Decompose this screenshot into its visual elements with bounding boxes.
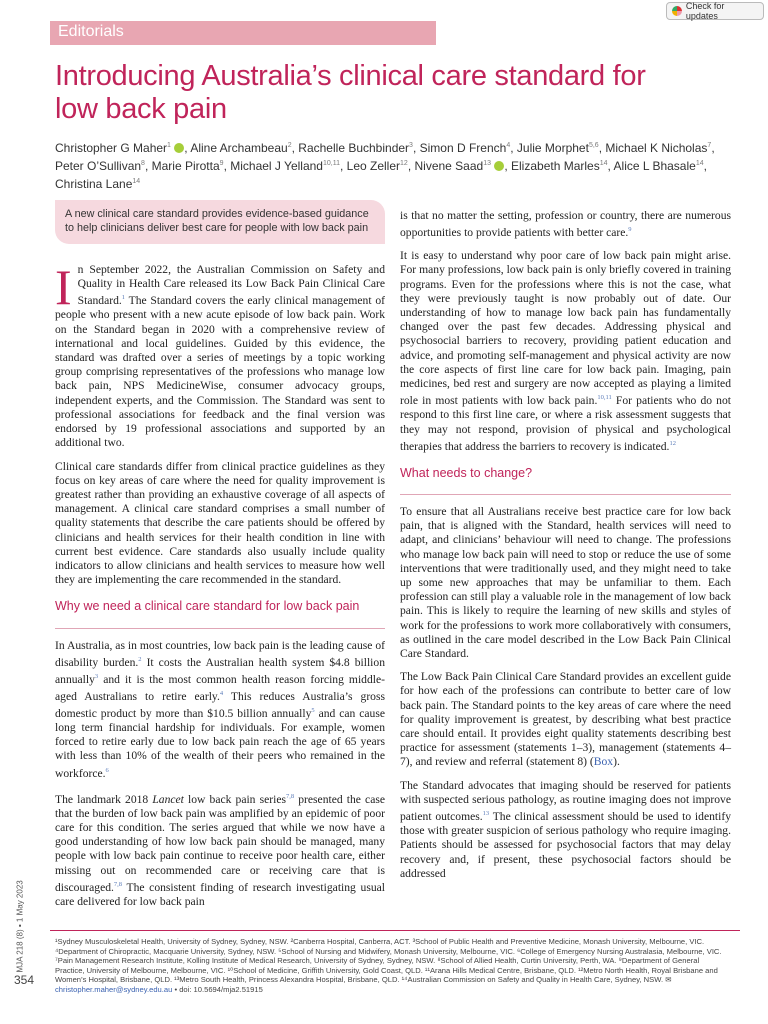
orcid-icon[interactable] bbox=[174, 143, 184, 153]
citation[interactable]: 12 bbox=[669, 439, 676, 447]
section-label: Editorials bbox=[58, 23, 124, 40]
check-updates-button[interactable] bbox=[666, 2, 764, 20]
page-number: 354 bbox=[14, 973, 35, 987]
heading-rule bbox=[55, 628, 385, 629]
author-name: Christina Lane bbox=[55, 177, 133, 191]
author-name: Elizabeth Marles bbox=[511, 159, 600, 173]
author-name: Peter O’Sullivan bbox=[55, 159, 142, 173]
citation[interactable]: 2 bbox=[138, 655, 142, 663]
left-column bbox=[55, 259, 385, 918]
affiliation-marker: 4 bbox=[506, 142, 511, 149]
affiliation-marker: 3 bbox=[409, 142, 413, 149]
affiliation-marker: 1 bbox=[167, 142, 171, 149]
paragraph: The landmark 2018 Lancet low back pain series$^{7,8}$ presented the case that the burden of low back pain was amplified by an epidemic of poor care for this condition. The series argued that while we now have a good understanding of how low back pain should be managed, many people with low back pain continue to receive poor health care, either missing out on recommended care or receiving care that is discouraged.$^{7,8}$ The consistent finding of research investigating usual care delivered for low back pain bbox=[55, 792, 385, 908]
crossmark-icon bbox=[672, 6, 682, 16]
corresponding-email[interactable]: christopher.maher@sydney.edu.au bbox=[55, 984, 173, 994]
citation[interactable]: 6 bbox=[105, 766, 109, 774]
affiliation-marker: 12 bbox=[400, 160, 408, 167]
affiliation-marker: 14 bbox=[599, 160, 608, 167]
author-name: Aline Archambeau bbox=[190, 141, 288, 155]
affiliation-marker: 7 bbox=[707, 142, 712, 149]
right-column bbox=[400, 209, 731, 890]
citation[interactable]: 7,8 bbox=[113, 880, 123, 888]
citation[interactable]: 1 bbox=[121, 294, 126, 302]
author-name: Leo Zeller bbox=[346, 159, 401, 173]
affiliation-marker: 13 bbox=[483, 160, 491, 167]
box-link[interactable]: Box bbox=[593, 755, 614, 769]
affiliations-footnote: ¹Sydney Musculoskeletal Health, University of Sydney, Sydney, NSW. ²Canberra Hospital, Canberra, ACT. ³School of Public Health and Preventive Medicine, Monash University, Melbourne, VIC. ⁴Department of Chiropractic, Macquarie University, Sydney, NSW. ⁵School of Nursing and Midwifery, Monash University, Melbourne, VIC. ⁶College of Emergency Nursing Australasia, Melbourne, VIC. ⁷Pain Management Research Institute, Kolling Institute of Medical Research, University of Sydney, Sydney, NSW. ⁸School of Allied Health, Curtin University, Perth, WA. ⁹Department of General Practice, University of Melbourne, Melbourne, VIC. ¹⁰School of Medicine, Griffith University, Gold Coast, QLD. ¹¹Arana Hills Medical Centre, Brisbane, QLD. ¹²Metro North Health, Royal Brisbane and Women’s Hospital, Brisbane, QLD. ¹³Metro South Health, Princess Alexandra Hospital, Brisbane, QLD. ¹⁴Australian Commission on Safety and Quality in Health Care, Sydney, NSW. ✉ christopher.maher@sydney.edu.au • doi: 10.5694/mja2.51915 bbox=[55, 937, 722, 994]
check-updates-label: Check for updates bbox=[685, 1, 725, 21]
author-list: Christopher G Maher$^1$ , Aline Archambeau$^2$, Rachelle Buchbinder$^3$, Simon D French$^4$, Julie Morphet$^{5,6}$, Michael K Nicholas$^7$, Peter O’Sullivan$^8$, Marie Pirotta$^9$, Michael J Yelland$^{10,11}$, Leo Zeller$^{12}$, Nivene Saad$^{13}$ , Elizabeth Marles$^{14}$, Alice L Bhasale$^{14}$, Christina Lane$^{14}$ bbox=[55, 141, 715, 191]
summary-box: A new clinical care standard provides evidence-based guidance to help clinicians deliver best care for people with low back pain bbox=[55, 200, 385, 244]
email-icon: ✉ bbox=[665, 975, 672, 985]
author-name: Alice L Bhasale bbox=[613, 159, 696, 173]
section-heading: What needs to change? bbox=[400, 465, 533, 480]
author-name: Christopher G Maher bbox=[55, 141, 168, 155]
article-title: Introducing Australia’s clinical care standard for low back pain bbox=[55, 60, 646, 125]
author-name: Simon D French bbox=[419, 141, 507, 155]
paragraph: Clinical care standards differ from clinical practice guidelines as they focus on key areas of care where the need for quality improvement is greatest rather than providing an exhaustive coverage of all aspects of management. A clinical care standard comprises a small number of quality statements that describe the care patients should be offered by clinicians and health services for their health condition in line with current best evidence. Care standards also usually include quality indicators to allow clinicians and health services to measure how well they are implementing the care recommended in the standard. bbox=[55, 459, 385, 587]
citation[interactable]: 13 bbox=[482, 810, 490, 818]
intro-paragraph: In September 2022, the Australian Commission on Safety and Quality in Health Care released its Low Back Pain Clinical Care Standard.$^1$ The Standard covers the early clinical management of people who present with a new acute episode of low back pain. Work on the Standard began in 2020 with a comprehensive review of international and local guidelines. Guided by this evidence, the standard was drafted over a series of meetings by a topic working group comprising representatives of the professions who manage low back pain, NPS MedicineWise, consumer advocacy groups, independent experts, and the Commission. The Standard was sent to professional associations for feedback and the final version was endorsed by 19 professional associations and supported by an additional two. bbox=[55, 259, 385, 450]
affiliation-marker: 8 bbox=[141, 160, 145, 167]
drop-cap: I bbox=[55, 259, 72, 315]
footnote-rule bbox=[50, 930, 740, 931]
section-banner bbox=[50, 21, 436, 45]
heading-rule bbox=[400, 494, 731, 495]
citation[interactable]: 10,11 bbox=[597, 394, 612, 402]
affiliation-marker: 5,6 bbox=[588, 142, 599, 149]
affiliation-marker: 14 bbox=[695, 160, 704, 167]
citation[interactable]: 5 bbox=[311, 706, 315, 714]
section-heading: Why we need a clinical care standard for low back pain bbox=[55, 599, 360, 614]
author-name: Marie Pirotta bbox=[151, 159, 220, 173]
affiliation-marker: 14 bbox=[132, 178, 141, 185]
citation[interactable]: 4 bbox=[219, 689, 224, 697]
journal-meta: MJA 218 (8) ▪ 1 May 2023 bbox=[15, 880, 25, 973]
author-name: Nivene Saad bbox=[414, 159, 484, 173]
citation[interactable]: 9 bbox=[628, 226, 632, 234]
affiliation-marker: 9 bbox=[219, 160, 224, 167]
citation[interactable]: 3 bbox=[94, 672, 99, 680]
paragraph: It is easy to understand why poor care of low back pain might arise. For many professions, low back pain is only briefly covered in training programs. Even for the professions where this is not the case, what they were previously taught is now probably out of date. Our understanding of how to manage low back pain has fundamentally changed over the past few decades. Addressing physical and psychosocial barriers to recovery, providing patient education and advice, and promoting self-management and physical activity are now the core aspects of first line care for low back pain. Imaging, pain medicines, bed rest and surgery are now accepted as playing a limited role in most patients with low back pain.$^{10,11}$ For patients who do not respond to this first line care, or where a risk assessment suggests that they may not respond, provision of physical and psychological therapies that address the barriers to recovery is indicated.$^{12}$ bbox=[400, 249, 731, 453]
paragraph: The Low Back Pain Clinical Care Standard provides an excellent guide for how each of the professions can contribute to better care of low back pain. The Standard points to the key areas of care where the need for quality improvement is greatest, by describing what best practice care should entail. It provides eight quality statements describing best practice for assessment (statements 1–3), management (statements 4–7), and review and referral (statement 8) (Box). bbox=[400, 670, 731, 769]
author-name: Julie Morphet bbox=[516, 141, 589, 155]
affiliation-marker: 10,11 bbox=[322, 160, 340, 167]
paragraph: In Australia, as in most countries, low back pain is the leading cause of disability burden.$^2$ It costs the Australian health system $4.8 billion annually$^3$ and it is the most common health reason forcing middle-aged Australians to retire early.$^4$ This reduces Australia’s gross domestic product by more than $10.5 billion annually$^5$ and can cause long term financial hardship for individuals. For example, women forced to retire early due to low back pain reach the age of 65 years with less than 10% of the wealth of their peers who remained in the workforce.$^6$ bbox=[55, 638, 385, 780]
paragraph: is that no matter the setting, profession or country, there are numerous opportunities to provide patients with better care.$^9$ bbox=[400, 209, 731, 240]
paragraph: The Standard advocates that imaging should be reserved for patients with suspected serious pathology, as routine imaging does not improve patient outcomes.$^{13}$ The clinical assessment should be used to identify those with greater suspicion of serious pathology who require imaging. Patients should be assessed for psychosocial factors that may delay recovery and, if present, these psychosocial factors should be addressed bbox=[400, 778, 731, 880]
doi: • doi: 10.5694/mja2.51915 bbox=[172, 984, 263, 994]
affiliation-marker: 2 bbox=[287, 142, 292, 149]
citation[interactable]: 7,8 bbox=[286, 792, 295, 800]
author-name: Michael J Yelland bbox=[230, 159, 323, 173]
author-name: Rachelle Buchbinder bbox=[298, 141, 410, 155]
paragraph: To ensure that all Australians receive best practice care for low back pain, that is aligned with the Standard, health services will need to adapt, and clinicians’ behaviour will need to change. The professions who manage low back pain will need to stop or reduce the use of some interventions that were traditionally used, and they might need to take up some new approaches that may be unfamiliar to them. Each profession can still play a valuable role in the management of low back pain. This is likely to require the learning of new skills and styles of work for the professions to work more collaboratively with consumers, as outlined in the care model described in the Low Back Pain Clinical Care Standard. bbox=[400, 505, 731, 661]
author-name: Michael K Nicholas bbox=[605, 141, 708, 155]
orcid-icon[interactable] bbox=[494, 161, 504, 171]
